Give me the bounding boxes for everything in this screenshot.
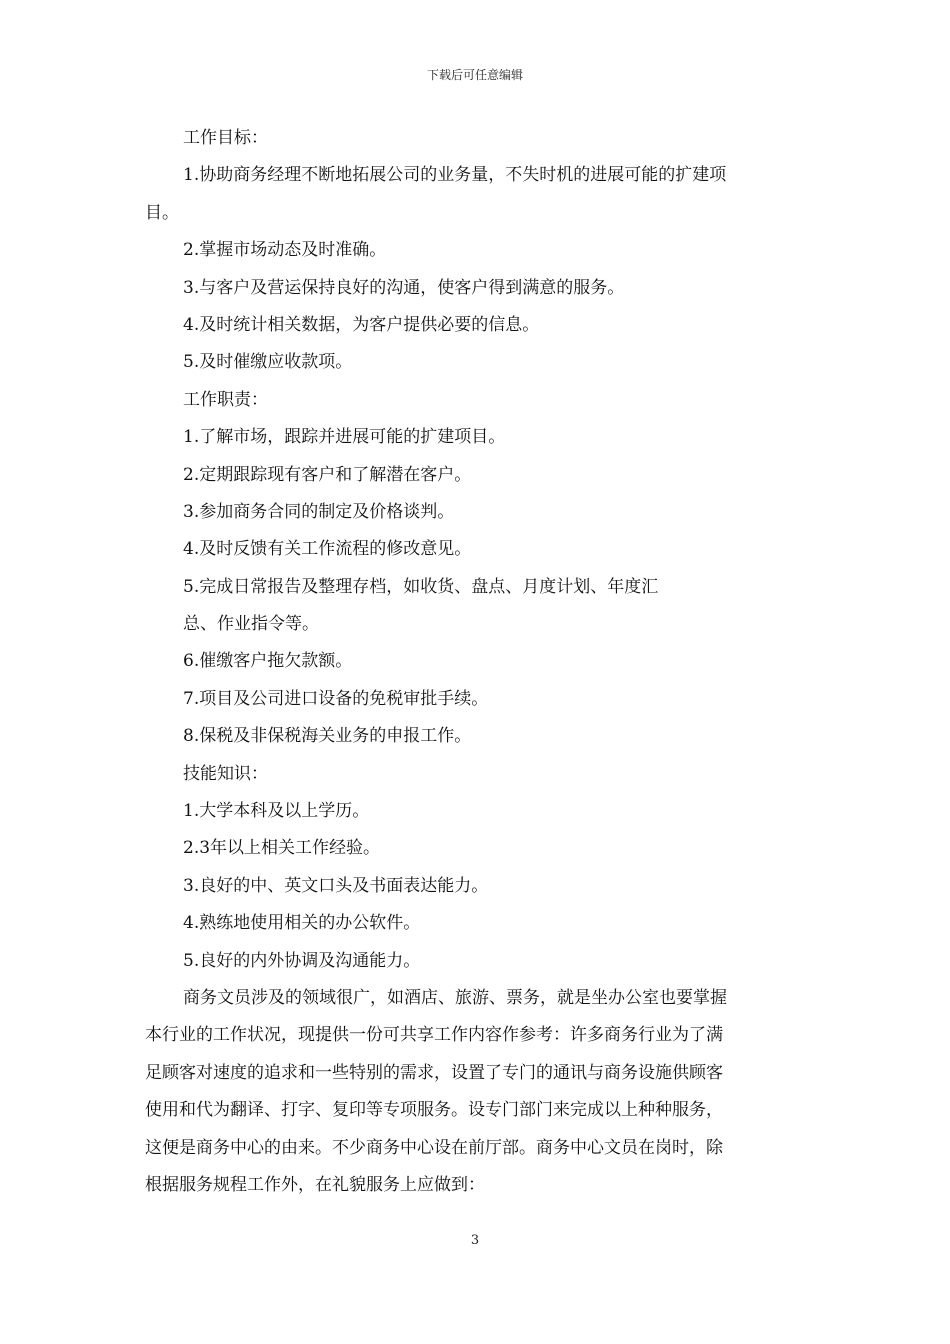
text-line: 8.保税及非保税海关业务的申报工作。	[183, 726, 472, 747]
page-header: 下载后可任意编辑	[426, 68, 523, 82]
text-line: 5.完成日常报告及整理存档，如收货、盘点、月度计划、年度汇	[183, 576, 659, 597]
text-line: 5.及时催缴应收款项。	[183, 352, 353, 373]
text-line: 3.与客户及营运保持良好的沟通，使客户得到满意的服务。	[183, 277, 625, 298]
text-line: 技能知识：	[183, 763, 268, 784]
text-line: 2.3年以上相关工作经验。	[183, 838, 381, 859]
text-line: 足顾客对速度的追求和一些特别的需求，设置了专门的通讯与商务设施供顾客	[145, 1062, 723, 1083]
text-line: 总、作业指令等。	[183, 614, 319, 635]
text-line: 6.催缴客户拖欠款额。	[183, 651, 353, 672]
text-line: 3.良好的中、英文口头及书面表达能力。	[183, 875, 489, 896]
text-line: 7.项目及公司进口设备的免税审批手续。	[183, 688, 489, 709]
text-line: 1.协助商务经理不断地拓展公司的业务量，不失时机的进展可能的扩建项	[183, 165, 727, 186]
text-line: 2.定期跟踪现有客户和了解潜在客户。	[183, 464, 472, 485]
text-line: 商务文员涉及的领域很广，如酒店、旅游、票务，就是坐办公室也要掌握	[183, 987, 727, 1008]
text-line: 2.掌握市场动态及时准确。	[183, 240, 387, 261]
text-line: 这便是商务中心的由来。不少商务中心设在前厅部。商务中心文员在岗时，除	[145, 1137, 723, 1158]
text-line: 4.及时统计相关数据，为客户提供必要的信息。	[183, 314, 540, 335]
text-line: 1.了解市场，跟踪并进展可能的扩建项目。	[183, 427, 506, 448]
text-line: 3.参加商务合同的制定及价格谈判。	[183, 501, 455, 522]
text-line: 5.良好的内外协调及沟通能力。	[183, 950, 421, 971]
text-line: 根据服务规程工作外，在礼貌服务上应做到：	[145, 1174, 485, 1195]
page-number: 3	[470, 1233, 480, 1248]
text-line: 工作目标：	[183, 128, 268, 148]
document-body	[145, 120, 813, 1204]
text-line: 本行业的工作状况，现提供一份可共享工作内容作参考：许多商务行业为了满	[145, 1025, 723, 1046]
text-line: 使用和代为翻译、打字、复印等专项服务。设专门部门来完成以上种种服务，	[145, 1100, 723, 1121]
text-line: 4.熟练地使用相关的办公软件。	[183, 913, 421, 934]
text-line: 工作职责：	[183, 389, 268, 410]
text-line: 1.大学本科及以上学历。	[183, 801, 370, 822]
text-line: 4.及时反馈有关工作流程的修改意见。	[183, 539, 472, 560]
text-line: 目。	[145, 202, 179, 223]
